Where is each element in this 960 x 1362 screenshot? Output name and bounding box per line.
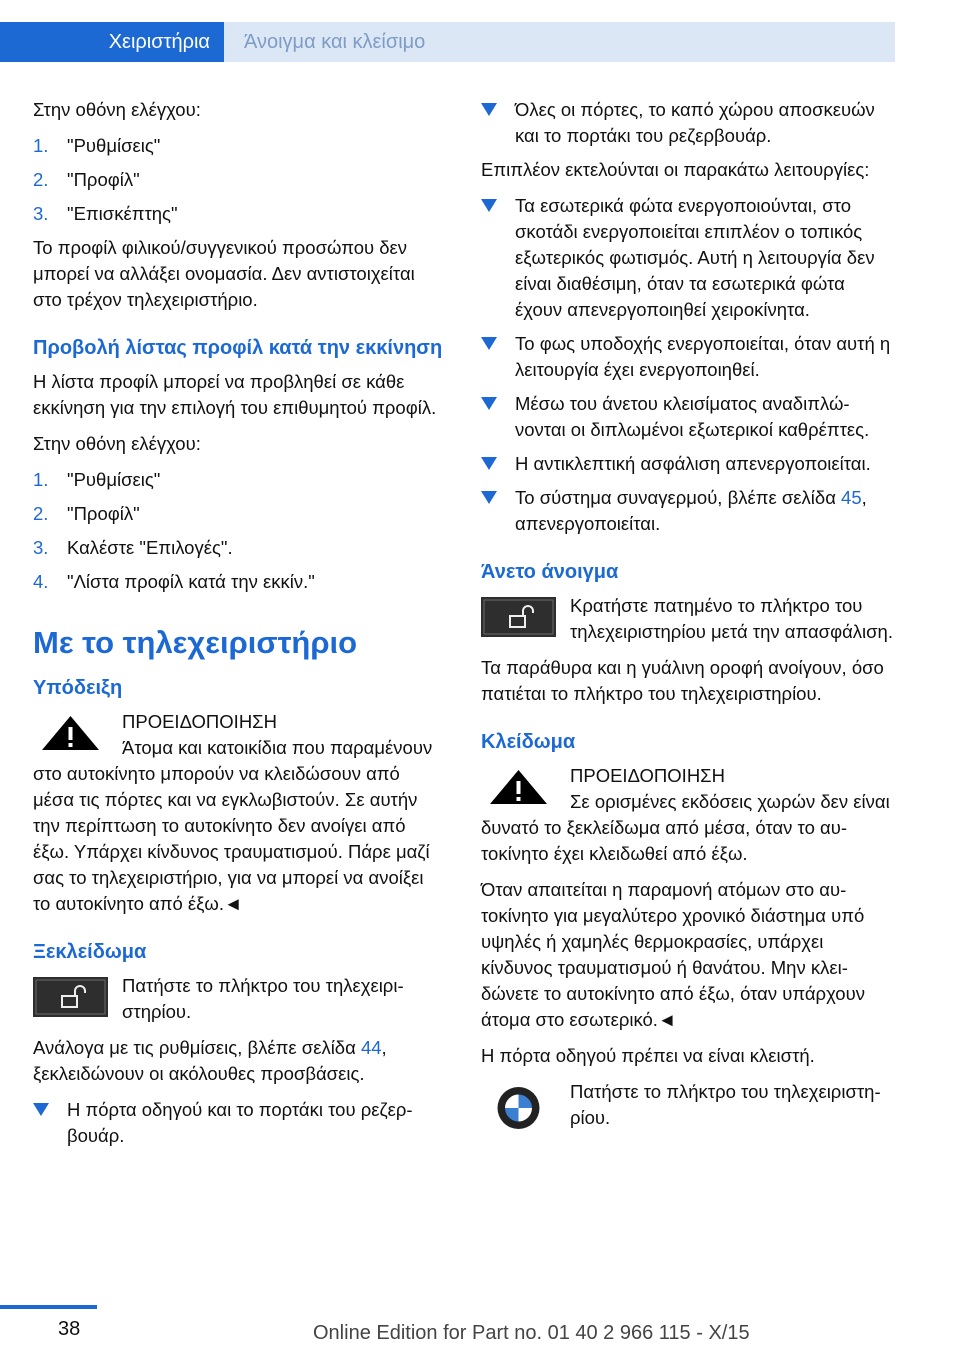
list-text: "Προφίλ" xyxy=(67,169,140,190)
list-item xyxy=(33,201,445,227)
bullet-text: Το φως υποδοχής ενεργοποιείται, όταν αυτή η λειτουργία έχει ενεργοποιηθεί. xyxy=(515,333,891,380)
bullet-text xyxy=(515,487,867,534)
heading-lock: Κλείδωμα xyxy=(481,731,576,753)
bullet-arrow-icon xyxy=(481,337,497,350)
paragraph: Επιπλέον εκτελούνται οι παρακάτω λειτουργίες: xyxy=(481,159,870,180)
warning-triangle-icon xyxy=(481,767,556,807)
lock-text: Πατήστε το πλήκτρο του τηλεχειριστηρίου. xyxy=(570,1081,881,1128)
text-part: , απενεργοποιείται. xyxy=(515,487,867,534)
warning-text: Άτομα και κατοικίδια που παραμένουν στο αυτοκίνητο μπορούν να κλειδώσουν από μέσα τις πόρτες και να εγκλωβιστούν. Σε αυτήν την περίπτωση το αυτοκίνητο δεν ανοίγει από έξω. Υπάρχει κίνδυνος τραυματισμού. Πάρε μαζί σας το τηλεχειριστήριο, για να μπορεί να ανοίξει το αυτοκίνητο από έξω.◄ xyxy=(33,737,433,914)
list-item xyxy=(33,501,445,527)
heading-profile-list: Προβολή λίστας προφίλ κατά την εκκίνηση xyxy=(33,337,443,359)
list-text: "Ρυθμίσεις" xyxy=(67,469,161,490)
bullet-arrow-icon xyxy=(481,199,497,212)
list-number: 2. xyxy=(33,503,49,524)
list-number: 1. xyxy=(33,135,49,156)
list-number: 1. xyxy=(33,469,49,490)
text-part: , ξεκλειδώνουν οι ακόλουθες προσβάσεις. xyxy=(33,1037,387,1084)
bullet-text: Μέσω του άνετου κλεισίματος αναδιπλώνονται οι διπλωμένοι εξωτερικοί καθρέπτες. xyxy=(515,393,870,440)
list-text: "Επισκέπτης" xyxy=(67,203,178,224)
list-item xyxy=(33,569,445,595)
page-link-45[interactable]: 45 xyxy=(841,487,862,508)
chapter-tab: Χειριστήρια xyxy=(0,22,224,62)
paragraph: Όταν απαιτείται η παραμονή ατόμων στο αυτοκίνητο για μεγαλύτερο χρονικό διάστημα υπό υψηλές ή χαμηλές θερμοκρασίες, υπάρχει κίνδυνος τραυματισμού ή θανάτου. Μην κλειδώνετε το αυτοκίνητο από έξω, όταν υπάρχουν άτομα στο εσωτερικό.◄ xyxy=(481,879,865,1030)
warning-triangle-icon xyxy=(33,713,108,753)
unlock-text: Πατήστε το πλήκτρο του τηλεχειριστηρίου. xyxy=(122,975,404,1022)
list-number: 2. xyxy=(33,169,49,190)
bullet-text: Η πόρτα οδηγού και το πορτάκι του ρεζερβουάρ. xyxy=(67,1099,413,1146)
bullet-item xyxy=(481,97,893,149)
list-text: "Λίστα προφίλ κατά την εκκίν." xyxy=(67,571,315,592)
warning-title: ΠΡΟΕΙΔΟΠΟΙΗΣΗ xyxy=(122,711,277,732)
list-text: "Προφίλ" xyxy=(67,503,140,524)
paragraph: Το προφίλ φιλικού/συγγενικού προσώπου δεν μπορεί να αλλάξει ονομασία. Δεν αντιστοιχείται στο τρέχον τηλεχειριστήριο. xyxy=(33,237,415,310)
bullet-arrow-icon xyxy=(33,1103,49,1116)
bullet-item xyxy=(481,193,893,323)
bullet-arrow-icon xyxy=(481,397,497,410)
bullet-arrow-icon xyxy=(481,103,497,116)
bullet-text: Όλες οι πόρτες, το καπό χώρου αποσκευών και το πορτάκι του ρεζερβουάρ. xyxy=(515,99,875,146)
section-tab: Άνοιγμα και κλείσιμο xyxy=(224,22,895,62)
comfort-instruction xyxy=(481,593,893,655)
paragraph: Η πόρτα οδηγού πρέπει να είναι κλειστή. xyxy=(481,1045,815,1066)
list-text: Καλέστε "Επιλογές". xyxy=(67,537,233,558)
bullet-text: Τα εσωτερικά φώτα ενεργοποιούνται, στο σκοτάδι ενεργοποιείται επιπλέον ο τοπικός εξωτερικός φωτισμός. Αυτή η λειτουργία δεν είναι διαθέσιμη, όταν τα εσωτερικά φώτα έχουν απενεργοποιηθεί χειροκίνητα. xyxy=(515,195,875,320)
bmw-key-icon xyxy=(481,1083,556,1133)
footer-bar xyxy=(0,1305,97,1309)
page-header xyxy=(0,0,960,62)
list-item xyxy=(33,133,445,159)
list-item xyxy=(33,467,445,493)
bullet-text: Η αντικλεπτική ασφάλιση απενεργοποιείται. xyxy=(515,453,871,474)
page-link-44[interactable]: 44 xyxy=(360,1037,382,1058)
bullet-item xyxy=(481,391,893,443)
paragraph xyxy=(33,1035,445,1087)
lock-instruction xyxy=(481,1079,893,1141)
warning-block xyxy=(481,763,893,867)
heading-unlock: Ξεκλείδωμα xyxy=(33,941,147,963)
unlock-button-icon xyxy=(33,977,108,1017)
list-text: "Ρυθμίσεις" xyxy=(67,135,161,156)
unlock-instruction xyxy=(33,973,445,1035)
bullet-arrow-icon xyxy=(481,491,497,504)
page-number: 38 xyxy=(58,1318,81,1340)
list-number: 3. xyxy=(33,537,49,558)
comfort-text: Κρατήστε πατημένο το πλήκτρο του τηλεχειριστηρίου μετά την απασφάλιση. xyxy=(570,595,893,642)
heading-note: Υπόδειξη xyxy=(33,677,123,699)
warning-block xyxy=(33,709,445,917)
warning-title: ΠΡΟΕΙΔΟΠΟΙΗΣΗ xyxy=(570,765,725,786)
paragraph: Τα παράθυρα και η γυάλινη οροφή ανοίγουν, όσο πατιέται το πλήκτρο του τηλεχειριστηρίου. xyxy=(481,657,884,704)
ordered-list xyxy=(33,133,445,227)
text-part: Ανάλογα με τις ρυθμίσεις, βλέπε σελίδα xyxy=(33,1037,361,1058)
right-column xyxy=(481,97,893,1141)
warning-text: Σε ορισμένες εκδόσεις χωρών δεν είναι δυνατό το ξεκλείδωμα από μέσα, όταν το αυτοκίνητο έχει κλειδωθεί από έξω. xyxy=(481,791,890,864)
heading-comfort-opening: Άνετο άνοιγμα xyxy=(481,561,619,583)
edition-line: Online Edition for Part no. 01 40 2 966 115 - X/15 xyxy=(313,1322,750,1344)
bullet-item xyxy=(33,1097,445,1149)
list-item xyxy=(33,535,445,561)
paragraph: Στην οθόνη ελέγχου: xyxy=(33,433,201,454)
list-item xyxy=(33,167,445,193)
list-number: 4. xyxy=(33,571,49,592)
text-part: Το σύστημα συναγερμού, βλέπε σελίδα xyxy=(515,487,842,508)
bullet-arrow-icon xyxy=(481,457,497,470)
paragraph: Η λίστα προφίλ μπορεί να προβληθεί σε κάθε εκκίνηση για την επιλογή του επιθυμητού προφίλ. xyxy=(33,371,437,418)
unlock-button-icon xyxy=(481,597,556,637)
bullet-item xyxy=(481,451,893,477)
heading-remote-control: Με το τηλεχειριστήριο xyxy=(33,625,358,660)
left-column xyxy=(33,97,445,1157)
list-number: 3. xyxy=(33,203,49,224)
bullet-item xyxy=(481,331,893,383)
paragraph: Στην οθόνη ελέγχου: xyxy=(33,99,201,120)
bullet-item xyxy=(481,485,893,537)
ordered-list xyxy=(33,467,445,595)
